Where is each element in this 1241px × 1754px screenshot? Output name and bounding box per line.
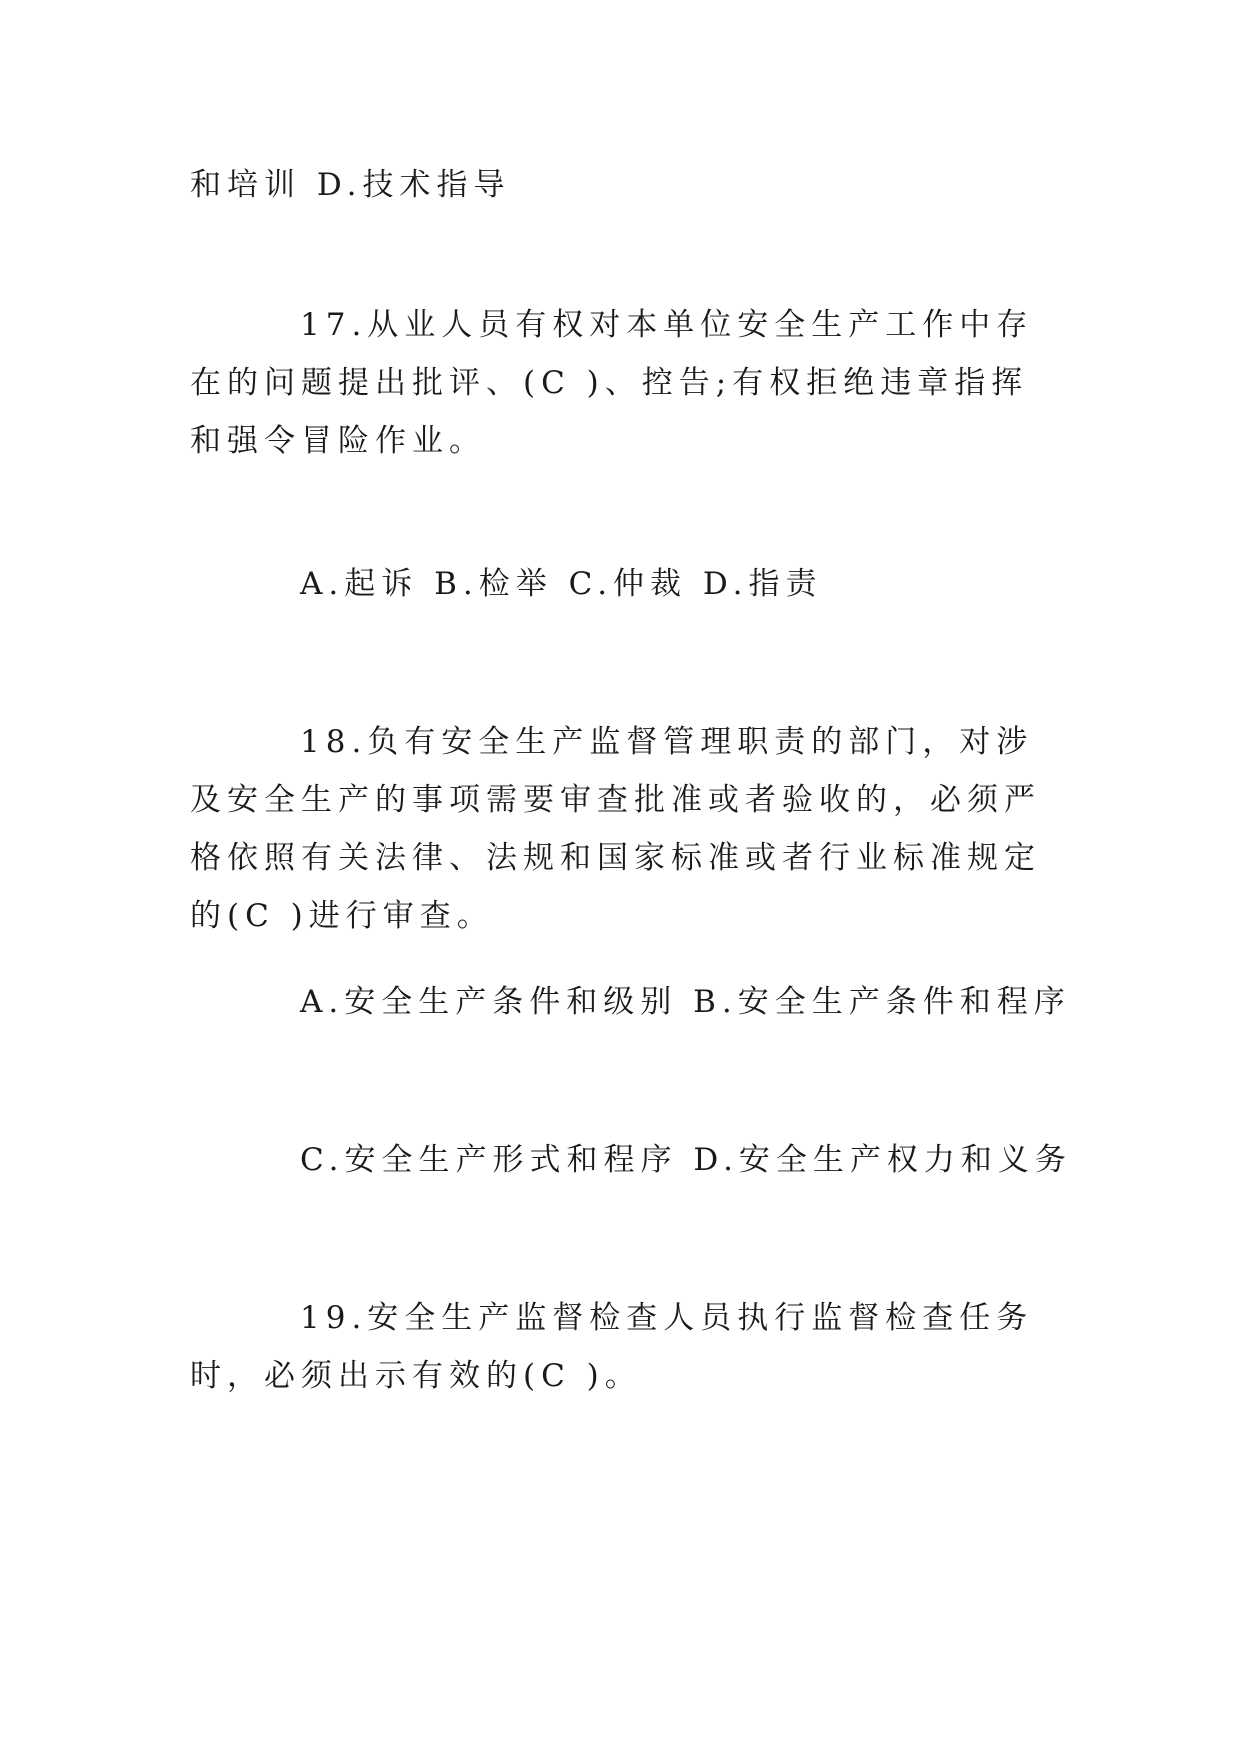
question-19: 19.安全生产监督检查人员执行监督检查任务时，必须出示有效的(C )。 <box>190 1300 1034 1394</box>
question-18-options-row-2: C.安全生产形式和程序 D.安全生产权力和义务 <box>300 1142 1072 1178</box>
paragraph-continuation: 和培训 D.技术指导 <box>190 167 511 203</box>
question-17-options: A.起诉 B.检举 C.仲裁 D.指责 <box>300 566 823 602</box>
question-17: 17.从业人员有权对本单位安全生产工作中存在的问题提出批评、(C )、控告;有权拒绝违章指挥和强令冒险作业。 <box>190 307 1034 459</box>
question-18: 18.负有安全生产监督管理职责的部门，对涉及安全生产的事项需要审查批准或者验收的，必须严格依照有关法律、法规和国家标准或者行业标准规定的(C )进行审查。 <box>190 724 1041 934</box>
question-18-options-row-1: A.安全生产条件和级别 B.安全生产条件和程序 <box>300 984 1071 1020</box>
